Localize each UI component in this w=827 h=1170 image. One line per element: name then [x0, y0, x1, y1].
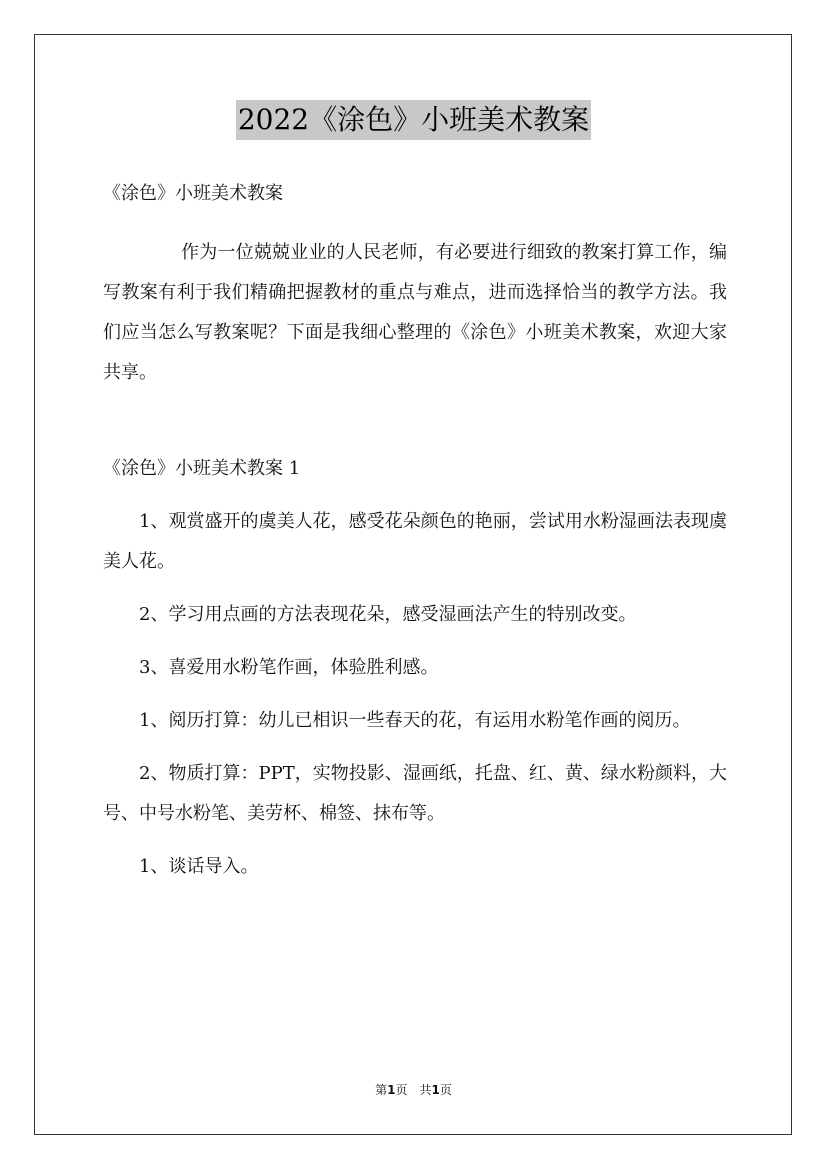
document-title: 2022《涂色》小班美术教案 — [236, 100, 591, 140]
footer-page-current: 1 — [387, 1083, 396, 1097]
paragraph-process-1: 1、谈话导入。 — [139, 856, 259, 877]
footer-suffix: 页 — [439, 1083, 452, 1097]
section-heading: 《涂色》小班美术教案 1 — [103, 458, 301, 479]
paragraph-goal-1: 1、观赏盛开的虞美人花，感受花朵颜色的艳丽，尝试用水粉湿画法表现虞美人花。 — [103, 511, 727, 572]
paragraph-goal-3: 3、喜爱用水粉笔作画，体验胜利感。 — [139, 657, 439, 678]
footer-mid: 页 共 — [395, 1083, 432, 1097]
footer-prefix: 第 — [375, 1083, 388, 1097]
paragraph-prep-2: 2、物质打算：PPT，实物投影、湿画纸，托盘、红、黄、绿水粉颜料，大号、中号水粉笔、美劳杯、棉签、抹布等。 — [103, 763, 727, 824]
document-subtitle: 《涂色》小班美术教案 — [103, 183, 283, 204]
section-spacer — [103, 393, 727, 449]
paragraph-prep-1: 1、阅历打算：幼儿已相识一些春天的花，有运用水粉笔作画的阅历。 — [139, 710, 691, 731]
footer-page-total: 1 — [431, 1083, 440, 1097]
intro-paragraph: 作为一位兢兢业业的人民老师，有必要进行细致的教案打算工作，编写教案有利于我们精确把握教材的重点与难点，进而选择恰当的教学方法。我们应当怎么写教案呢？下面是我细心整理的《涂色》小班美术教案，欢迎大家共享。 — [103, 242, 727, 383]
document-body — [103, 174, 727, 900]
title-wrap — [0, 100, 827, 140]
page-footer — [0, 1082, 827, 1098]
paragraph-goal-2: 2、学习用点画的方法表现花朵，感受湿画法产生的特别改变。 — [139, 604, 637, 625]
